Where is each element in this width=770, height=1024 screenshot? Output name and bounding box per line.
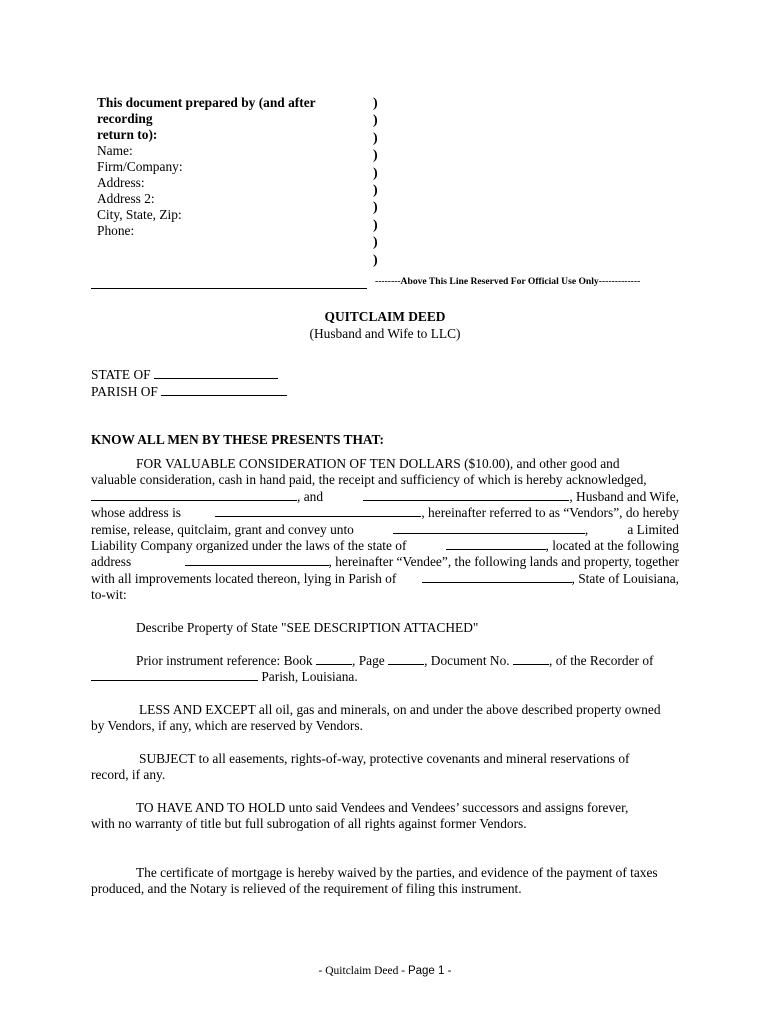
text xyxy=(91,489,323,505)
text: valuable consideration, cash in hand paid, the receipt and sufficiency of which is hereby acknowledged, xyxy=(91,472,647,488)
text-line xyxy=(91,587,679,603)
preparer-address2-label: Address 2: xyxy=(97,191,155,206)
text xyxy=(363,489,679,505)
state-line xyxy=(91,366,287,383)
preparer-name-label: Name: xyxy=(97,143,133,158)
footer-doc-name: - Quitclaim Deed - xyxy=(318,965,408,977)
preparer-block xyxy=(97,95,367,239)
text: , and xyxy=(297,488,324,504)
state-blank[interactable] xyxy=(154,367,278,379)
subject-to-paragraph xyxy=(91,751,679,784)
text: , Husband and Wife, xyxy=(569,488,679,504)
preparer-heading: This document prepared by (and after recording xyxy=(97,95,316,126)
text: whose address is xyxy=(91,505,182,521)
text-line xyxy=(91,865,679,881)
certificate-paragraph xyxy=(91,865,679,898)
official-use-notice: --------Above This Line Reserved For Official Use Only------------- xyxy=(375,276,641,287)
text: TO HAVE AND TO HOLD unto said Vendees and Vendees’ successors and assigns forever, xyxy=(136,800,629,815)
paren: ) xyxy=(373,113,378,129)
text: Parish, Louisiana. xyxy=(261,669,358,685)
paren: ) xyxy=(373,148,378,164)
preparer-address-label: Address: xyxy=(97,175,145,190)
paren: ) xyxy=(373,235,378,251)
text: address xyxy=(91,554,132,570)
less-and-except-paragraph xyxy=(91,702,679,735)
text: , hereinafter referred to as “Vendors”, do hereby xyxy=(421,505,679,521)
text: , Page xyxy=(352,653,385,668)
text-line xyxy=(91,554,679,570)
consideration-paragraph xyxy=(91,456,679,604)
parish-line xyxy=(91,383,287,400)
paren: ) xyxy=(373,96,378,111)
preparer-phone-label: Phone: xyxy=(97,223,135,238)
text: LESS AND EXCEPT all oil, gas and minerals, on and under the above described property owned xyxy=(139,702,661,717)
text-line xyxy=(91,653,679,669)
text: , of the Recorder of xyxy=(549,653,654,668)
venue-block xyxy=(91,366,287,400)
vendee-name-blank[interactable] xyxy=(393,522,585,534)
recording-divider-line xyxy=(91,288,367,289)
text: with all improvements located thereon, lying in Parish of xyxy=(91,570,397,586)
text-line xyxy=(91,718,679,734)
text: Describe Property of State "SEE DESCRIPTION ATTACHED" xyxy=(136,620,479,635)
text: FOR VALUABLE CONSIDERATION OF TEN DOLLARS ($10.00), and other good and xyxy=(136,456,620,471)
text: to-wit: xyxy=(91,587,127,603)
text: The certificate of mortgage is hereby waived by the parties, and evidence of the payment of taxes xyxy=(136,865,658,880)
text-line xyxy=(91,472,679,488)
text xyxy=(136,653,653,669)
prior-instrument-paragraph xyxy=(91,653,679,686)
preparer-heading-cont: return to): xyxy=(97,127,158,142)
property-parish-blank[interactable] xyxy=(422,571,572,583)
text: , located at the following xyxy=(545,538,679,554)
text-line xyxy=(91,816,679,832)
preparer-city-label: City, State, Zip: xyxy=(97,207,182,222)
text-line xyxy=(91,489,679,505)
text-line xyxy=(91,669,679,685)
text: , xyxy=(584,521,589,537)
text-line xyxy=(91,456,679,472)
document-no-blank[interactable] xyxy=(513,653,549,665)
text-line xyxy=(91,702,679,718)
vendee-address-blank[interactable] xyxy=(185,554,329,566)
text: , State of Louisiana, xyxy=(571,570,679,586)
state-label: STATE OF xyxy=(91,367,151,382)
text: , Document No. xyxy=(424,653,510,668)
text: produced, and the Notary is relieved of the requirement of filing this instrument. xyxy=(91,881,522,897)
text-line xyxy=(91,800,679,816)
vendor1-blank[interactable] xyxy=(91,489,297,501)
paren-column xyxy=(373,95,378,269)
page-footer xyxy=(0,965,770,977)
text xyxy=(215,505,679,521)
paren: ) xyxy=(373,217,378,233)
text: , hereinafter “Vendee”, the following lands and property, together xyxy=(328,554,679,570)
text-line xyxy=(91,522,679,538)
text-line xyxy=(91,571,679,587)
paren: ) xyxy=(373,200,378,216)
document-subtitle: (Husband and Wife to LLC) xyxy=(309,326,461,341)
preparer-firm-label: Firm/Company: xyxy=(97,159,183,174)
page-blank[interactable] xyxy=(388,653,424,665)
text: a Limited xyxy=(627,521,679,537)
text: with no warranty of title but full subrogation of all rights against former Vendors. xyxy=(91,816,527,832)
document-title: QUITCLAIM DEED xyxy=(324,309,446,324)
text xyxy=(422,571,679,587)
text: Liability Company organized under the laws of the state of xyxy=(91,538,407,554)
habendum-paragraph xyxy=(91,800,679,833)
paren: ) xyxy=(373,165,378,181)
text: SUBJECT to all easements, rights-of-way, protective covenants and mineral reservations of xyxy=(139,751,630,766)
text-line xyxy=(91,505,679,521)
paren: ) xyxy=(373,182,378,198)
paren: ) xyxy=(373,252,378,268)
text-line xyxy=(91,538,679,554)
recorder-parish-blank[interactable] xyxy=(91,669,258,681)
text xyxy=(446,538,680,554)
vendor2-blank[interactable] xyxy=(363,489,569,501)
text: remise, release, quitclaim, grant and convey unto xyxy=(91,521,354,537)
parish-blank[interactable] xyxy=(161,384,287,396)
know-all-men-heading: KNOW ALL MEN BY THESE PRESENTS THAT: xyxy=(91,432,384,447)
text xyxy=(185,554,680,570)
text-line xyxy=(91,767,679,783)
parish-label: PARISH OF xyxy=(91,384,158,399)
llc-state-blank[interactable] xyxy=(446,538,546,550)
vendor-address-blank[interactable] xyxy=(215,505,421,517)
property-description xyxy=(91,620,679,636)
footer-page-number: Page 1 - xyxy=(407,965,452,977)
text: by Vendors, if any, which are reserved by Vendors. xyxy=(91,718,363,734)
text: Prior instrument reference: Book xyxy=(136,653,313,668)
text xyxy=(393,522,588,538)
text-line xyxy=(91,751,679,767)
text: record, if any. xyxy=(91,767,166,783)
paren: ) xyxy=(373,130,378,146)
text-line xyxy=(91,881,679,897)
book-blank[interactable] xyxy=(316,653,352,665)
